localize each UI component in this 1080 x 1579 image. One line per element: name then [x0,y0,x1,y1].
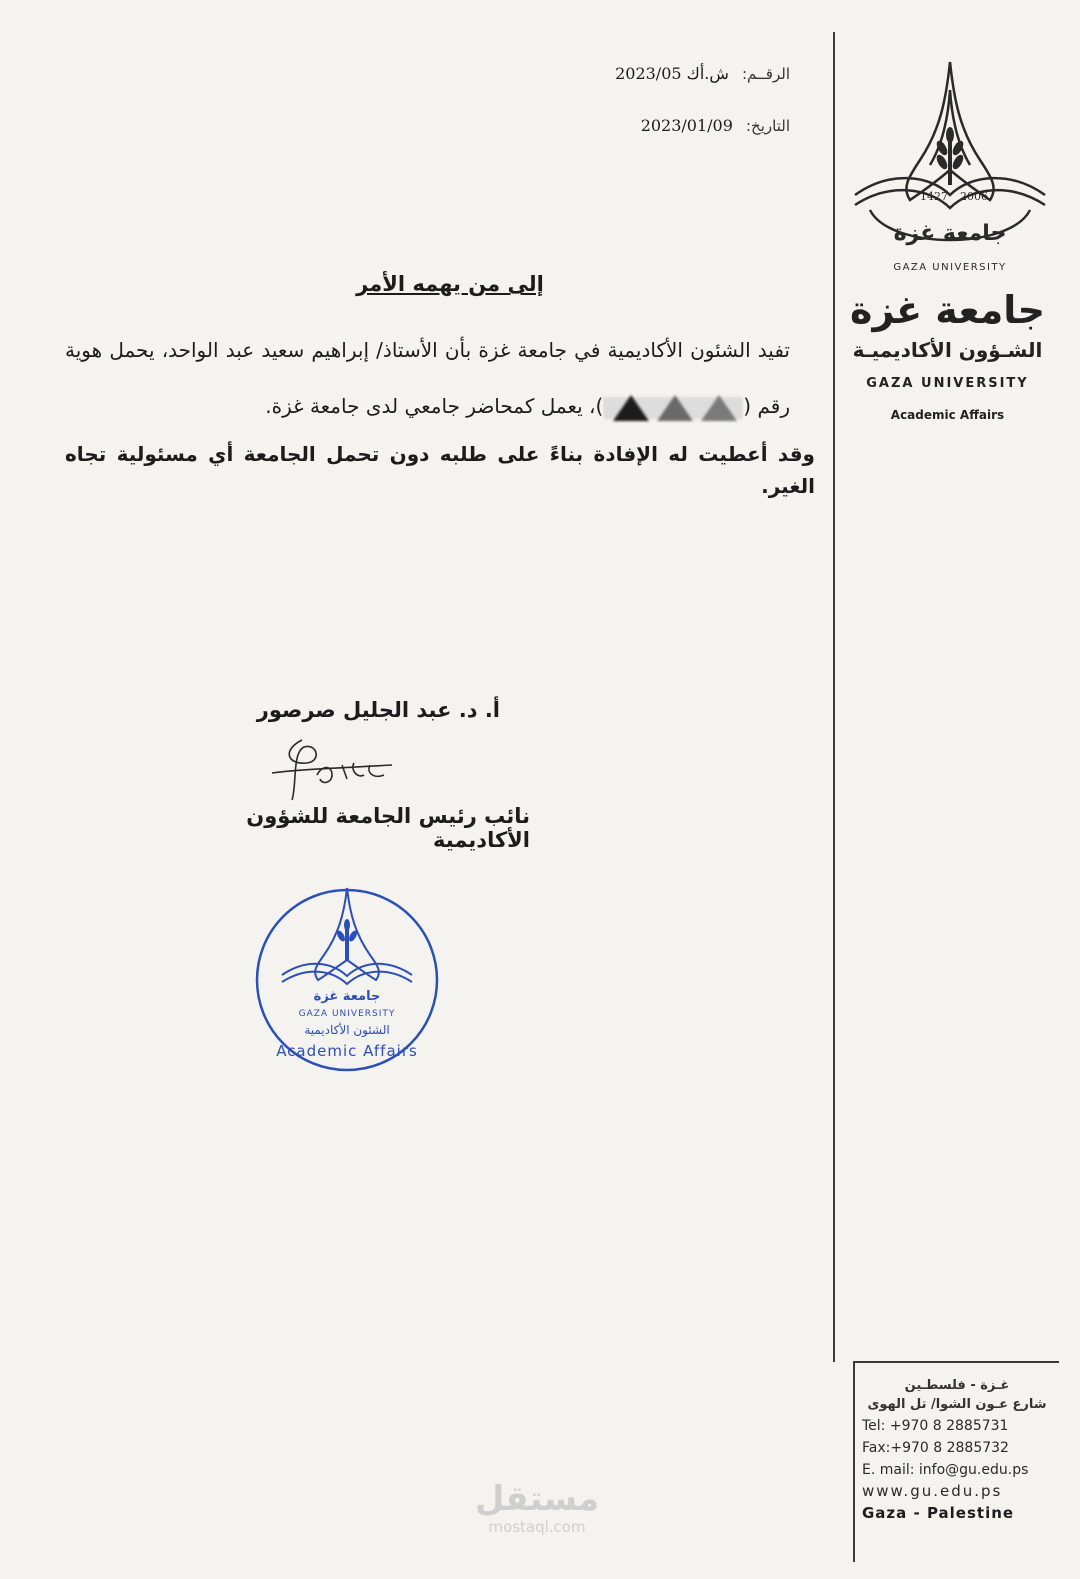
stamp-department-ar: الشئون الأكاديمية [304,1023,390,1037]
letter-paragraph-2: وقد أعطيت له الإفادة بناءً على طلبه دون تحمل الجامعة أي مسئولية تجاه الغير. [65,442,815,498]
watermark-arabic: مستقل [474,1479,600,1519]
reference-value: ش.أك 2023/05 [615,64,729,83]
footer-website[interactable]: www.gu.edu.ps [862,1482,1003,1500]
footer-fax: Fax:+970 8 2885732 [862,1440,1009,1456]
logo-english-name: GAZA UNIVERSITY [893,262,1007,273]
letter-date [641,116,790,135]
handwritten-signature [262,735,402,810]
university-logo [850,60,1050,275]
logo-year-gregorian: 2006 [960,190,988,203]
redacted-id-number [603,393,743,423]
logo-year-hijri: 1427 [920,190,948,203]
reference-label: الرقــم: [741,65,790,83]
vertical-divider [833,32,835,1362]
footer-tel: Tel: +970 8 2885731 [862,1418,1009,1434]
paragraph-1-line-2: )، يعمل كمحاضر جامعي لدى جامعة غزة. [265,394,604,418]
footer-divider [853,1361,1059,1363]
letter-subject [300,272,600,296]
date-value: 2023/01/09 [640,116,733,135]
paragraph-1-id-prefix: يحمل هوية رقم ( [65,338,790,418]
stamp-arabic-name: جامعة غزة [313,989,381,1004]
footer-city: غـزة - فلسطـين [904,1378,1010,1393]
mostaql-watermark [462,1472,612,1542]
university-name-ar: جامعة غزة [850,288,1045,332]
department-name-en: Academic Affairs [890,408,1005,422]
logo-arabic-name: جامعة غزة [893,221,1007,246]
department-name-ar: الشـؤون الأكاديميـة [852,338,1043,362]
footer-street: شارع عـون الشوا/ تل الهوى [867,1397,1047,1412]
stamp-english-name: GAZA UNIVERSITY [298,1009,396,1019]
letter-paragraph-1 [65,322,790,434]
stamp-department-en: Academic Affairs [276,1042,418,1060]
signer-name: أ. د. عبد الجليل صرصور [256,698,500,722]
contact-footer [862,1378,1052,1522]
footer-email[interactable]: E. mail: info@gu.edu.ps [862,1462,1029,1478]
signer-title: نائب رئيس الجامعة للشؤون الأكاديمية [246,804,530,852]
footer-vertical-divider [853,1362,855,1562]
reference-number [615,64,790,83]
date-label: التاريخ: [746,117,790,135]
subject-text: إلى من يهمه الأمر [356,272,544,296]
official-stamp [252,880,442,1080]
university-name-en: GAZA UNIVERSITY [866,376,1029,391]
footer-location: Gaza - Palestine [862,1504,1015,1522]
paragraph-1-line-1: تفيد الشئون الأكاديمية في جامعة غزة بأن الأستاذ/ إبراهيم سعيد عبد الواحد، [161,338,791,362]
watermark-english: mostaql.com [488,1518,586,1536]
